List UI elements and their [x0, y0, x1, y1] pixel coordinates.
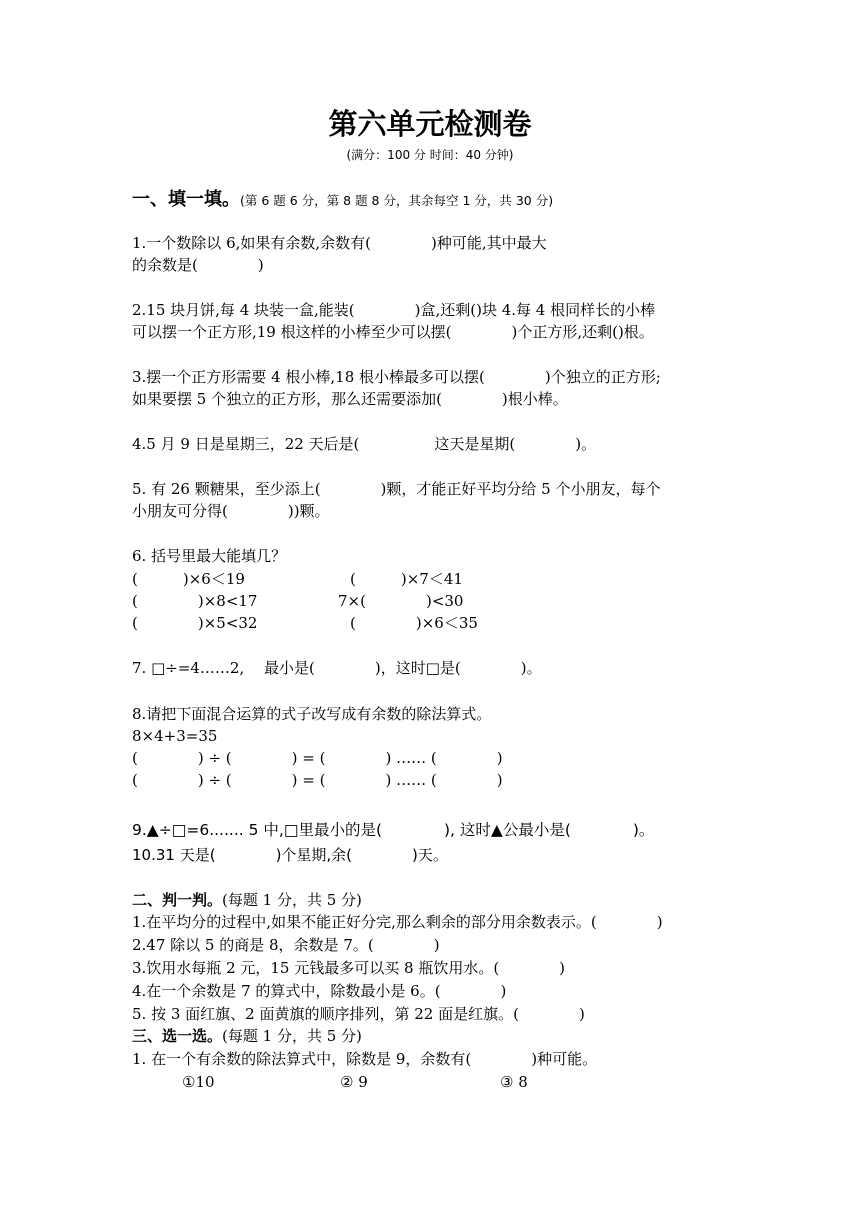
section2-note: (每题 1 分，共 5 分) — [222, 891, 362, 909]
q6-row1-right: ( )×7＜41 — [350, 570, 463, 588]
section3-note: (每题 1 分，共 5 分) — [222, 1027, 362, 1045]
section3-heading — [132, 1026, 362, 1046]
section2-heading — [132, 890, 362, 910]
q8-stem: 8.请把下面混合运算的式子改写成有余数的除法算式。 — [132, 705, 492, 723]
choice-q1: 1. 在一个有余数的除法算式中，除数是 9，余数有( )种可能。 — [132, 1050, 598, 1068]
q6-row3-left: ( )×5<32 — [132, 614, 258, 632]
q2-line2: 可以摆一个正方形,19 根这样的小棒至少可以摆( )个正方形,还剩()根。 — [132, 323, 654, 341]
section1-title: 一、填一填。 — [132, 189, 240, 210]
page-title: 第六单元检测卷 — [328, 107, 532, 141]
q5-line1: 5. 有 26 颗糖果，至少添上( )颗，才能正好平均分给 5 个小朋友，每个 — [132, 480, 661, 498]
section2-title: 二、判一判。 — [132, 891, 223, 909]
judge-item-2: 2.47 除以 5 的商是 8，余数是 7。( ) — [132, 936, 440, 954]
q3-line2: 如果要摆 5 个独立的正方形，那么还需要添加( )根小棒。 — [132, 390, 568, 408]
choice-option-2: ② 9 — [340, 1073, 368, 1091]
choice-option-1: ①10 — [182, 1073, 215, 1091]
q10-line: 10.31 天是( )个星期,余( )天。 — [132, 846, 448, 864]
q2-line1: 2.15 块月饼,每 4 块装一盒,能装( )盒,还剩()块 4.每 4 根同样长的小棒 — [132, 301, 656, 319]
section1-note: (第 6 题 6 分，第 8 题 8 分，其余每空 1 分，共 30 分) — [240, 193, 554, 208]
q6-row3-right: ( )×6＜35 — [350, 614, 478, 632]
q8-expression: 8×4+3=35 — [132, 727, 218, 745]
judge-item-4: 4.在一个余数是 7 的算式中，除数最小是 6。( ) — [132, 982, 507, 1000]
q4-line: 4.5 月 9 日是星期三，22 天后是( 这天是星期( )。 — [132, 435, 597, 453]
section3-title: 三、选一选。 — [132, 1027, 223, 1045]
q6-stem: 6. 括号里最大能填几？ — [132, 547, 287, 565]
choice-option-3: ③ 8 — [500, 1073, 528, 1091]
judge-item-5: 5. 按 3 面红旗、2 面黄旗的顺序排列，第 22 面是红旗。( ) — [132, 1005, 585, 1023]
q6-row2-left: ( )×8<17 — [132, 592, 258, 610]
q5-line2: 小朋友可分得( ))颗。 — [132, 502, 330, 520]
q8-row1: ( ) ÷ ( ) = ( ) …… ( ) — [132, 749, 503, 767]
section1-heading — [132, 188, 553, 213]
q8-row2: ( ) ÷ ( ) = ( ) …… ( ) — [132, 771, 503, 789]
q6-row2-right: 7×( )<30 — [338, 592, 464, 610]
judge-item-3: 3.饮用水每瓶 2 元，15 元钱最多可以买 8 瓶饮用水。( ) — [132, 959, 566, 977]
page-subtitle: (满分：100 分 时间：40 分钟) — [346, 148, 514, 162]
q6-row1-left: ( )×6＜19 — [132, 570, 245, 588]
judge-item-1: 1.在平均分的过程中,如果不能正好分完,那么剩余的部分用余数表示。( ) — [132, 913, 663, 931]
q1-line1: 1.一个数除以 6,如果有余数,余数有( )种可能,其中最大 — [132, 234, 547, 252]
q7-line: 7. □÷=4……2, 最小是( )，这时□是( )。 — [132, 659, 542, 677]
q9-line: 9.▲÷□=6....... 5 中,□里最小的是( ), 这时▲公最小是( )。 — [132, 821, 655, 839]
q3-line1: 3.摆一个正方形需要 4 根小棒,18 根小棒最多可以摆( )个独立的正方形; — [132, 368, 661, 386]
q1-line2: 的余数是( ) — [132, 256, 264, 274]
